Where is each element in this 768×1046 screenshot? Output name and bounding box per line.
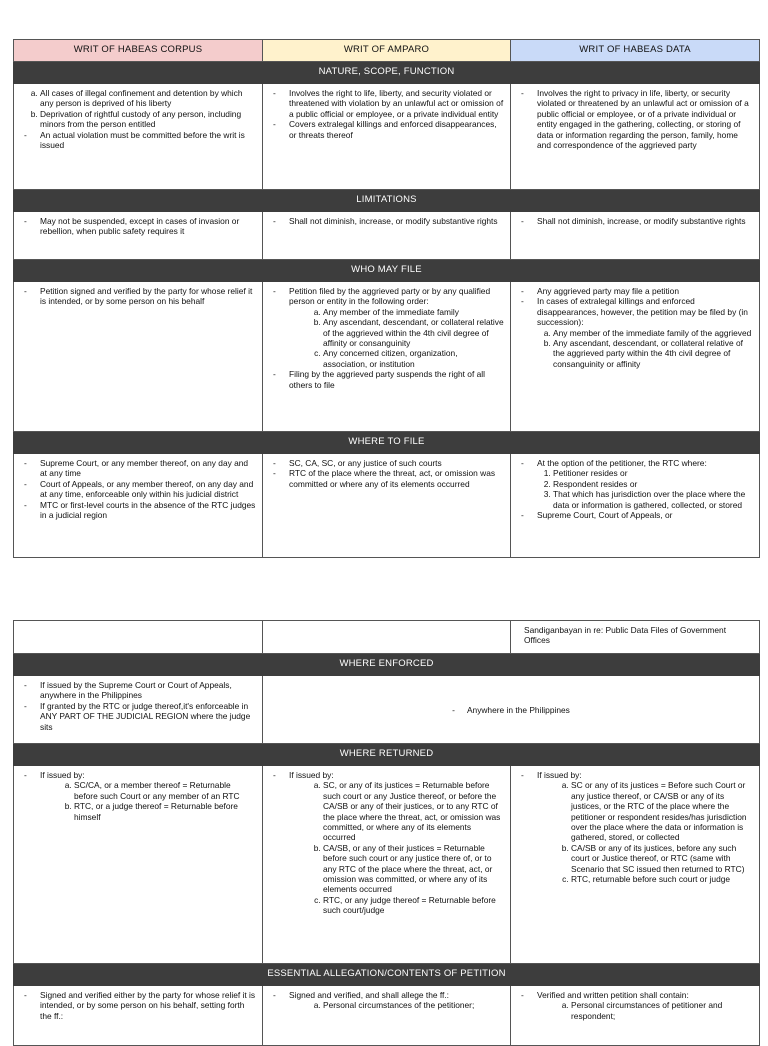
continuation-habeas-corpus (14, 621, 263, 654)
list-item: - Involves the right to life, liberty, and security violated or threatened with violation by an unlawful act or omission of a public official or employee, or a private individual entity (269, 88, 504, 119)
who-habeas-corpus (14, 282, 263, 432)
list-item: - Supreme Court, or any member thereof, on any day and at any time (20, 458, 256, 479)
section-where-returned: WHERE RETURNED (14, 744, 760, 766)
who-amparo (263, 282, 511, 432)
list-item: - Shall not diminish, increase, or modify substantive rights (269, 216, 504, 226)
who-may-file-row (14, 282, 760, 432)
section-where-enforced: WHERE ENFORCED (14, 654, 760, 676)
list-item: - Petition signed and verified by the party for whose relief it is intended, or by some person on his behalf (20, 286, 256, 307)
nature-row (14, 84, 760, 190)
where-returned-row (14, 766, 760, 964)
continuation-amparo (263, 621, 511, 654)
list-item (517, 458, 753, 510)
list-item-text: Verified and written petition shall contain: (537, 990, 689, 1000)
list-item: 1. Petitioner resides or (553, 468, 753, 478)
list-item: - Filing by the aggrieved party suspends the right of all others to file (269, 369, 504, 390)
list-item (269, 770, 504, 916)
list-item (269, 286, 504, 369)
list-item (517, 990, 753, 1021)
where-file-habeas-corpus (14, 454, 263, 558)
list-item: b. CA/SB, or any of their justices = Returnable before such court or any justice there of, or to any RTC of the place where the threat, act, or omission was committed, or where any of its elements occurred (323, 843, 504, 895)
list-item: - Involves the right to privacy in life, liberty, or security violated or threatened by an unlawful act or omission of a public official or employee, or of a private individual or entity engaged in the gathering, collecting, or storing of data or information regarding the person, family, home and correspondence of the aggrieved party (517, 88, 753, 150)
list-item-text: If issued by: (40, 770, 85, 780)
list-item-text: Petition filed by the aggrieved party or by any qualified person or entity in the following order: (289, 286, 491, 307)
nature-amparo (263, 84, 511, 190)
list-item: - May not be suspended, except in cases of invasion or rebellion, when public safety requires it (20, 216, 256, 237)
list-item: - Court of Appeals, or any member thereof, on any day and at any time, enforceable only within his judicial district (20, 479, 256, 500)
list-item: - If issued by the Supreme Court or Court of Appeals, anywhere in the Philippines (20, 680, 256, 701)
list-item: a. Personal circumstances of the petitioner; (323, 1000, 504, 1010)
essential-row (14, 986, 760, 1046)
list-item: b. RTC, or a judge thereof = Returnable before himself (74, 801, 256, 822)
list-item: - RTC of the place where the threat, act, or omission was committed or where any of its elements occurred (269, 468, 504, 489)
list-item: a. SC/CA, or a member thereof = Returnable before such Court or any member of an RTC (74, 780, 256, 801)
where-returned-habeas-corpus (14, 766, 263, 964)
section-limitations: LIMITATIONS (14, 190, 760, 212)
essential-habeas-data (511, 986, 760, 1046)
list-item: - Covers extralegal killings and enforced disappearances, or threats thereof (269, 119, 504, 140)
list-item (517, 296, 753, 369)
section-who-may-file: WHO MAY FILE (14, 260, 760, 282)
list-item: b. Deprivation of rightful custody of any person, including minors from the person entitled (40, 109, 256, 130)
list-item (517, 770, 753, 884)
where-file-habeas-data (511, 454, 760, 558)
list-item: a. All cases of illegal confinement and detention by which any person is deprived of his liberty (40, 88, 256, 109)
header-habeas-data: WRIT OF HABEAS DATA (511, 40, 760, 62)
where-enforced-text: Anywhere in the Philippines (466, 704, 570, 715)
comparison-table-page-1 (13, 39, 760, 558)
essential-habeas-corpus (14, 986, 263, 1046)
list-item-text: Signed and verified, and shall allege the ff.: (289, 990, 450, 1000)
list-item: - If granted by the RTC or judge thereof,it's enforceable in ANY PART OF THE JUDICIAL REGION where the judge sits (20, 701, 256, 732)
list-item: 3. That which has jurisdiction over the place where the data or information is gathered, collected, or stored (553, 489, 753, 510)
where-returned-habeas-data (511, 766, 760, 964)
where-enforced-habeas-corpus (14, 676, 263, 744)
where-to-file-row (14, 454, 760, 558)
list-item: a. Personal circumstances of petitioner and respondent; (571, 1000, 753, 1021)
continuation-habeas-data: Sandiganbayan in re: Public Data Files of Government Offices (511, 621, 760, 654)
list-item: c. Any concerned citizen, organization, association, or institution (323, 348, 504, 369)
list-item: - MTC or first-level courts in the absence of the RTC judges in a judicial region (20, 500, 256, 521)
header-amparo: WRIT OF AMPARO (263, 40, 511, 62)
nature-habeas-corpus (14, 84, 263, 190)
list-item: - Any aggrieved party may file a petition (517, 286, 753, 296)
where-file-amparo (263, 454, 511, 558)
where-enforced-row (14, 676, 760, 744)
list-item: a. Any member of the immediate family (323, 307, 504, 317)
where-returned-amparo (263, 766, 511, 964)
list-item: a. SC, or any of its justices = Returnable before such court or any Justice thereof, or before the CA/SB or any of their justices, or to any RTC of the place where the threat, act, or omission was committed, or where any of its elements occurred (323, 780, 504, 842)
list-item (20, 770, 256, 822)
limitations-habeas-corpus (14, 212, 263, 260)
list-item: b. Any ascendant, descendant, or collateral relative of the aggrieved party within the 4th civil degree of consanguinity or affinity (553, 338, 753, 369)
section-where-to-file: WHERE TO FILE (14, 432, 760, 454)
list-item (269, 990, 504, 1011)
list-item: c. RTC, or any judge thereof = Returnable before such court/judge (323, 895, 504, 916)
list-item: b. Any ascendant, descendant, or collateral relative of the aggrieved within the 4th civil degree of affinity or consanguinity (323, 317, 504, 348)
continuation-row (14, 621, 760, 654)
section-nature: NATURE, SCOPE, FUNCTION (14, 62, 760, 84)
essential-amparo (263, 986, 511, 1046)
limitations-habeas-data (511, 212, 760, 260)
list-item: - An actual violation must be committed before the writ is issued (20, 130, 256, 151)
who-habeas-data (511, 282, 760, 432)
list-item: a. Any member of the immediate family of the aggrieved (553, 328, 753, 338)
section-essential-allegation: ESSENTIAL ALLEGATION/CONTENTS OF PETITION (14, 964, 760, 986)
limitations-row (14, 212, 760, 260)
list-item-text: If issued by: (537, 770, 582, 780)
list-item-text: At the option of the petitioner, the RTC where: (537, 458, 707, 468)
list-item-text: In cases of extralegal killings and enforced disappearances, however, the petition may be filed by (in succession): (537, 296, 748, 328)
list-item: 2. Respondent resides or (553, 479, 753, 489)
list-item: c. RTC, returnable before such court or judge (571, 874, 753, 884)
where-enforced-amparo-habeas-data (263, 676, 760, 744)
dash-marker: - (452, 704, 455, 715)
list-item: - SC, CA, SC, or any justice of such courts (269, 458, 504, 468)
header-habeas-corpus: WRIT OF HABEAS CORPUS (14, 40, 263, 62)
list-item: - Shall not diminish, increase, or modify substantive rights (517, 216, 753, 226)
column-header-row (14, 40, 760, 62)
list-item: b. CA/SB or any of its justices, before any such court or Justice thereof, or RTC (same with Scenario that SC issued then returned to RTC) (571, 843, 753, 874)
comparison-table-page-2 (13, 620, 760, 1046)
list-item-text: If issued by: (289, 770, 334, 780)
list-item: - Signed and verified either by the party for whose relief it is intended, or by some person on his behalf, setting forth the ff.: (20, 990, 256, 1021)
nature-habeas-data (511, 84, 760, 190)
list-item: a. SC or any of its justices = Before such Court or any justice thereof, or CA/SB or any of its justices, or the RTC of the place where the petitioner or respondent resides/has jurisdiction over the place where the data or information is gathered, stored, or collected (571, 780, 753, 842)
limitations-amparo (263, 212, 511, 260)
list-item: - Supreme Court, Court of Appeals, or (517, 510, 753, 520)
